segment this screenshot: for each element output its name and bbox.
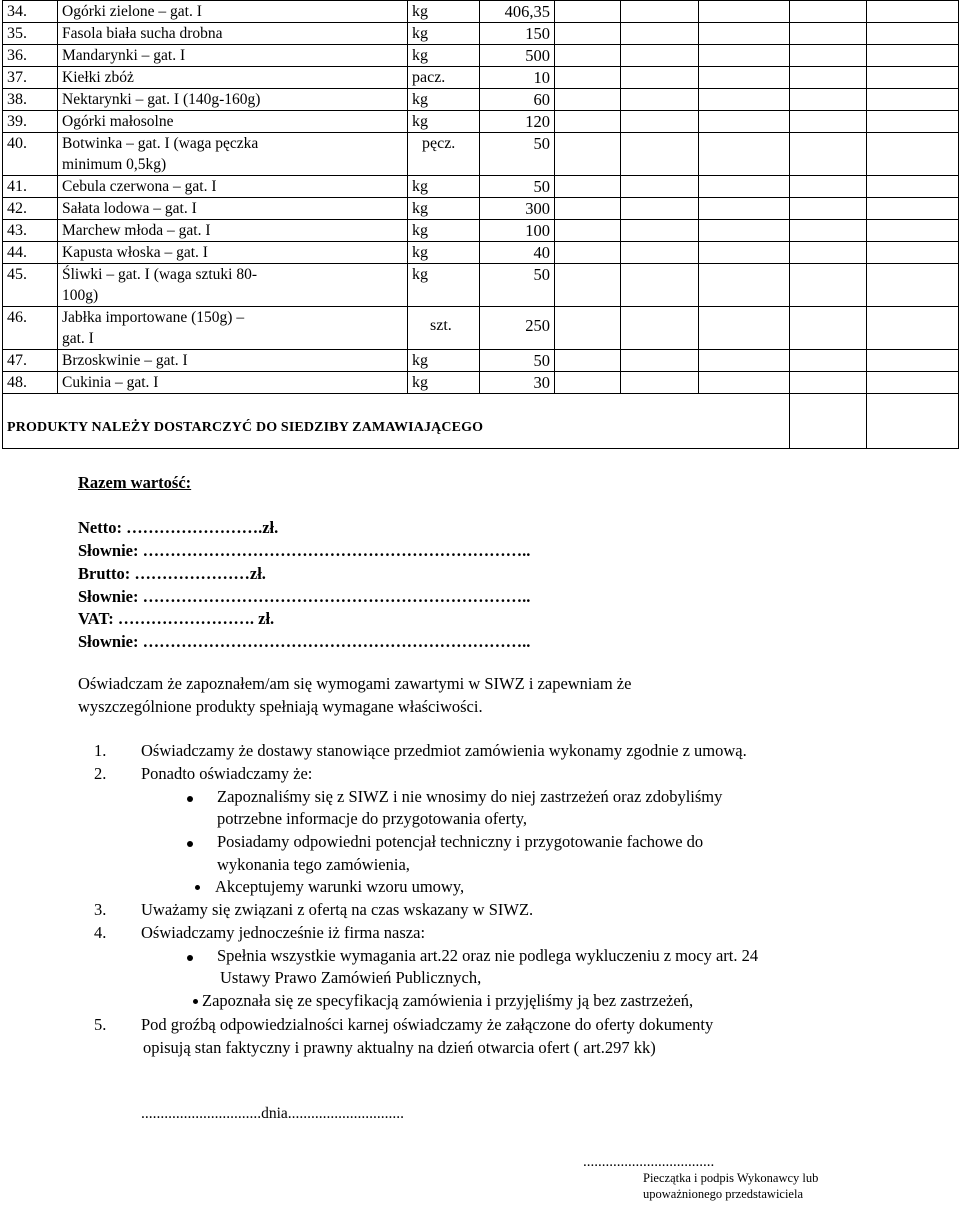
quantity: 10 <box>480 67 555 89</box>
quantity: 150 <box>480 23 555 45</box>
product-name-line-1: Marchew młoda – gat. I <box>62 222 211 239</box>
signature-caption-2: upoważnionego przedstawiciela <box>643 1187 804 1201</box>
empty-cell <box>867 372 959 394</box>
empty-cell <box>555 111 621 133</box>
declaration-line-2: wyszczególnione produkty spełniają wymagane właściwości. <box>78 697 483 716</box>
unit: pacz. <box>408 67 480 89</box>
empty-cell <box>867 350 959 372</box>
empty-cell <box>621 67 699 89</box>
empty-cell <box>867 220 959 242</box>
empty-cell <box>867 307 959 350</box>
row-number: 47. <box>3 350 58 372</box>
product-name <box>58 23 408 45</box>
empty-cell <box>555 307 621 350</box>
empty-cell <box>555 89 621 111</box>
empty-cell <box>867 176 959 198</box>
statement-5-line-1: Pod groźbą odpowiedzialności karnej oświadczamy że załączone do oferty dokumenty <box>141 1015 714 1034</box>
empty-cell <box>621 198 699 220</box>
empty-cell <box>699 264 790 307</box>
empty-cell <box>790 111 867 133</box>
product-name <box>58 307 408 350</box>
empty-cell <box>621 264 699 307</box>
empty-cell <box>621 23 699 45</box>
brutto-line: Brutto: …………………zł. <box>78 564 266 583</box>
empty-cell <box>699 111 790 133</box>
statement-2-bullet-1-line-2: potrzebne informacje do przygotowania oferty, <box>217 809 528 828</box>
quantity: 120 <box>480 111 555 133</box>
quantity: 50 <box>480 133 555 176</box>
unit: kg <box>408 198 480 220</box>
empty-cell <box>867 111 959 133</box>
empty-cell <box>867 264 959 307</box>
empty-cell <box>699 89 790 111</box>
table-row <box>3 45 959 67</box>
empty-cell <box>867 242 959 264</box>
empty-cell <box>867 1 959 23</box>
empty-cell <box>867 23 959 45</box>
product-name <box>58 220 408 242</box>
statement-4-bullet-1-line-2: Ustawy Prawo Zamówień Publicznych, <box>220 968 482 987</box>
empty-cell <box>621 111 699 133</box>
quantity: 500 <box>480 45 555 67</box>
row-number: 36. <box>3 45 58 67</box>
product-name-line-1: Botwinka – gat. I (waga pęczka <box>62 135 259 152</box>
empty-cell <box>790 89 867 111</box>
empty-cell <box>790 133 867 176</box>
table-row <box>3 198 959 220</box>
row-number: 40. <box>3 133 58 176</box>
empty-cell <box>790 67 867 89</box>
empty-cell <box>621 307 699 350</box>
product-name <box>58 111 408 133</box>
table-row <box>3 176 959 198</box>
product-name-line-1: Śliwki – gat. I (waga sztuki 80- <box>62 266 258 283</box>
product-name-line-1: Sałata lodowa – gat. I <box>62 200 197 217</box>
product-name-line-1: Cukinia – gat. I <box>62 374 159 391</box>
row-number: 38. <box>3 89 58 111</box>
empty-cell <box>555 1 621 23</box>
statement-1: Oświadczamy że dostawy stanowiące przedmiot zamówienia wykonamy zgodnie z umową. <box>141 741 747 760</box>
empty-cell <box>790 220 867 242</box>
statement-4-bullet-1-line-1: Spełnia wszystkie wymagania art.22 oraz nie podlega wykluczeniu z mocy art. 24 <box>217 946 759 965</box>
empty-cell <box>555 220 621 242</box>
empty-cell <box>555 264 621 307</box>
empty-cell <box>621 45 699 67</box>
product-name <box>58 198 408 220</box>
table-row <box>3 133 959 176</box>
row-number: 37. <box>3 67 58 89</box>
statement-2: Ponadto oświadczamy że: <box>141 764 313 783</box>
empty-cell <box>555 67 621 89</box>
table-row <box>3 242 959 264</box>
empty-cell <box>790 45 867 67</box>
empty-cell <box>867 394 959 449</box>
empty-cell <box>867 45 959 67</box>
unit: kg <box>408 220 480 242</box>
empty-cell <box>621 350 699 372</box>
row-number: 34. <box>3 1 58 23</box>
quantity: 60 <box>480 89 555 111</box>
product-name-line-2: 100g) <box>62 287 99 304</box>
empty-cell <box>621 372 699 394</box>
brutto-words-line: Słownie: …………………………………………………………….. <box>78 587 531 606</box>
empty-cell <box>790 307 867 350</box>
delivery-note: PRODUKTY NALEŻY DOSTARCZYĆ DO SIEDZIBY ZAMAWIAJĄCEGO <box>3 394 790 449</box>
quantity: 30 <box>480 372 555 394</box>
table-row <box>3 67 959 89</box>
declaration-line-1: Oświadczam że zapoznałem/am się wymogami zawartymi w SIWZ i zapewniam że <box>78 674 632 693</box>
empty-cell <box>621 133 699 176</box>
row-number: 45. <box>3 264 58 307</box>
table-row <box>3 372 959 394</box>
statement-5-number: 5. <box>94 1015 107 1034</box>
unit: kg <box>408 176 480 198</box>
product-name <box>58 264 408 307</box>
unit: kg <box>408 242 480 264</box>
product-name-line-1: Jabłka importowane (150g) – <box>62 309 245 326</box>
product-name-line-1: Ogórki zielone – gat. I <box>62 3 202 20</box>
empty-cell <box>699 307 790 350</box>
summary-heading: Razem wartość: <box>78 473 192 492</box>
empty-cell <box>621 242 699 264</box>
empty-cell <box>699 67 790 89</box>
product-name <box>58 133 408 176</box>
statement-1-number: 1. <box>94 741 107 760</box>
bullet-icon <box>187 955 193 961</box>
empty-cell <box>699 133 790 176</box>
empty-cell <box>867 67 959 89</box>
table-row <box>3 264 959 307</box>
quantity: 406,35 <box>480 1 555 23</box>
empty-cell <box>699 1 790 23</box>
product-name <box>58 89 408 111</box>
row-number: 39. <box>3 111 58 133</box>
empty-cell <box>621 176 699 198</box>
product-name-line-1: Mandarynki – gat. I <box>62 47 186 64</box>
statement-3: Uważamy się związani z ofertą na czas wskazany w SIWZ. <box>141 900 534 919</box>
bullet-icon <box>187 841 193 847</box>
empty-cell <box>621 1 699 23</box>
product-name <box>58 45 408 67</box>
empty-cell <box>699 242 790 264</box>
empty-cell <box>555 133 621 176</box>
empty-cell <box>621 220 699 242</box>
empty-cell <box>790 198 867 220</box>
statement-5-line-2: opisują stan faktyczny i prawny aktualny na dzień otwarcia ofert ( art.297 kk) <box>143 1038 656 1057</box>
empty-cell <box>555 23 621 45</box>
row-number: 35. <box>3 23 58 45</box>
empty-cell <box>699 198 790 220</box>
empty-cell <box>790 176 867 198</box>
unit: pęcz. <box>408 133 480 176</box>
table-row <box>3 89 959 111</box>
empty-cell <box>699 176 790 198</box>
product-name-line-1: Fasola biała sucha drobna <box>62 25 223 42</box>
netto-line: Netto: …………………….zł. <box>78 518 279 537</box>
table-row <box>3 220 959 242</box>
unit: kg <box>408 350 480 372</box>
product-name <box>58 1 408 23</box>
product-name-line-1: Cebula czerwona – gat. I <box>62 178 217 195</box>
empty-cell <box>867 133 959 176</box>
vat-words-line: Słownie: …………………………………………………………….. <box>78 632 531 651</box>
bullet-icon <box>187 796 193 802</box>
quantity: 50 <box>480 264 555 307</box>
row-number: 43. <box>3 220 58 242</box>
statement-4-number: 4. <box>94 923 107 942</box>
product-name <box>58 242 408 264</box>
empty-cell <box>790 394 867 449</box>
product-name <box>58 372 408 394</box>
product-name <box>58 350 408 372</box>
empty-cell <box>699 23 790 45</box>
quantity: 100 <box>480 220 555 242</box>
statement-2-number: 2. <box>94 764 107 783</box>
product-name <box>58 176 408 198</box>
signature-caption-1: Pieczątka i podpis Wykonawcy lub <box>643 1171 819 1185</box>
statement-2-bullet-3: Akceptujemy warunki wzoru umowy, <box>215 877 465 896</box>
empty-cell <box>867 198 959 220</box>
netto-words-line: Słownie: …………………………………………………………….. <box>78 541 531 560</box>
table-row <box>3 307 959 350</box>
empty-cell <box>555 45 621 67</box>
quantity: 50 <box>480 350 555 372</box>
delivery-note-row <box>3 394 959 449</box>
empty-cell <box>790 1 867 23</box>
statement-3-number: 3. <box>94 900 107 919</box>
empty-cell <box>699 45 790 67</box>
product-name-line-2: minimum 0,5kg) <box>62 156 167 173</box>
quantity: 250 <box>480 307 555 350</box>
empty-cell <box>555 198 621 220</box>
table-row <box>3 350 959 372</box>
statement-4: Oświadczamy jednocześnie iż firma nasza: <box>141 923 426 942</box>
place-date-line: ...............................dnia.............................. <box>141 1105 405 1122</box>
statement-2-bullet-2-line-2: wykonania tego zamówienia, <box>217 855 410 874</box>
empty-cell <box>790 242 867 264</box>
empty-cell <box>555 242 621 264</box>
row-number: 42. <box>3 198 58 220</box>
empty-cell <box>621 89 699 111</box>
unit: kg <box>408 372 480 394</box>
table-row <box>3 111 959 133</box>
bullet-icon <box>195 885 200 890</box>
row-number: 46. <box>3 307 58 350</box>
product-name-line-1: Kapusta włoska – gat. I <box>62 244 208 261</box>
empty-cell <box>790 264 867 307</box>
quantity: 50 <box>480 176 555 198</box>
product-name <box>58 67 408 89</box>
unit: kg <box>408 45 480 67</box>
vat-line: VAT: ……………………. zł. <box>78 609 275 628</box>
empty-cell <box>790 23 867 45</box>
empty-cell <box>555 176 621 198</box>
quantity: 40 <box>480 242 555 264</box>
product-name-line-1: Brzoskwinie – gat. I <box>62 352 188 369</box>
product-name-line-1: Nektarynki – gat. I (140g-160g) <box>62 91 261 108</box>
empty-cell <box>699 372 790 394</box>
row-number: 48. <box>3 372 58 394</box>
empty-cell <box>699 350 790 372</box>
signature-dots: ................................... <box>583 1154 715 1170</box>
unit: kg <box>408 1 480 23</box>
unit: kg <box>408 264 480 307</box>
row-number: 41. <box>3 176 58 198</box>
product-name-line-2: gat. I <box>62 330 94 347</box>
statement-2-bullet-1-line-1: Zapoznaliśmy się z SIWZ i nie wnosimy do niej zastrzeżeń oraz zdobyliśmy <box>217 787 723 806</box>
unit: kg <box>408 89 480 111</box>
empty-cell <box>790 350 867 372</box>
quantity: 300 <box>480 198 555 220</box>
row-number: 44. <box>3 242 58 264</box>
unit: kg <box>408 23 480 45</box>
products-table <box>2 0 959 449</box>
empty-cell <box>555 350 621 372</box>
unit: kg <box>408 111 480 133</box>
empty-cell <box>867 89 959 111</box>
product-name-line-1: Ogórki małosolne <box>62 113 174 130</box>
product-name-line-1: Kiełki zbóż <box>62 69 134 86</box>
empty-cell <box>555 372 621 394</box>
statement-4-bullet-2: Zapoznała się ze specyfikacją zamówienia i przyjęliśmy ją bez zastrzeżeń, <box>202 991 694 1010</box>
statement-2-bullet-2-line-1: Posiadamy odpowiedni potencjał techniczny i przygotowanie fachowe do <box>217 832 704 851</box>
bullet-icon <box>193 999 198 1004</box>
table-row <box>3 23 959 45</box>
empty-cell <box>699 220 790 242</box>
table-row <box>3 1 959 23</box>
empty-cell <box>790 372 867 394</box>
unit: szt. <box>408 307 480 350</box>
